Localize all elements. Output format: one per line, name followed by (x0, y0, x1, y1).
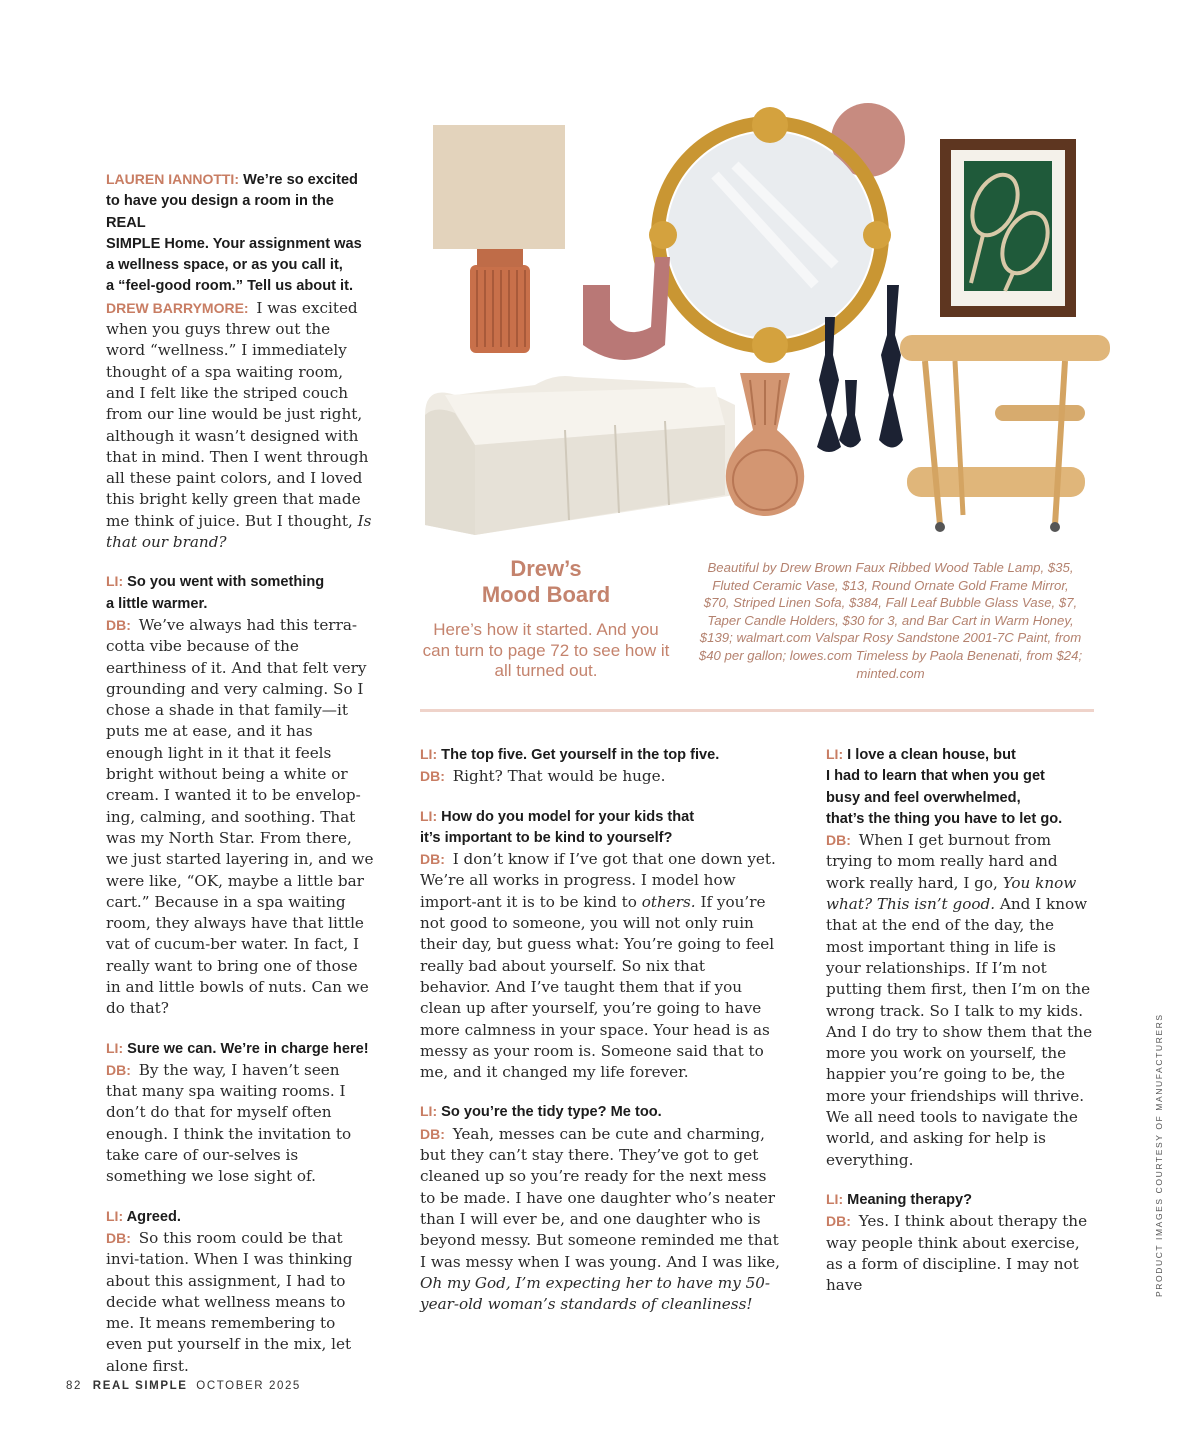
bar-cart (900, 335, 1110, 532)
column-2 (420, 744, 780, 1333)
speaker-label: LI: (826, 746, 844, 762)
question (106, 169, 374, 298)
answer-text: By the way, I haven’t seen that many spa waiting rooms. I don’t do that for myself often enough. I think the invitation to take care of our-selves is something we lose sight of. (106, 1060, 352, 1186)
question-line: that’s the thing you have to let go. (826, 810, 1063, 827)
answer (826, 830, 1094, 1171)
question-text: Meaning therapy? (847, 1191, 973, 1208)
answer (420, 766, 780, 787)
tennis-racket-print (940, 139, 1076, 317)
answer-emphasis: Is that our brand? (106, 511, 372, 552)
question (106, 571, 374, 615)
question (106, 1038, 374, 1060)
divider-rule (420, 709, 1094, 712)
speaker-label: LAUREN IANNOTTI: (106, 171, 239, 187)
speaker-label: LI: (826, 1190, 844, 1207)
question-line: SIMPLE Home. Your assignment was (106, 235, 362, 252)
speaker-label: DB: (106, 1229, 131, 1246)
product-credits: Beautiful by Drew Brown Faux Ribbed Wood Table Lamp, $35, Fluted Ceramic Vase, $13, Round Ornate Gold Frame Mirror, $70, Striped Linen Sofa, $384, Fall Leaf Bubble Glass Vase, $7, Taper Candle Holders, $30 for 3, and Bar Cart in Warm Honey, $139; walmart.com Valspar Rosy Sandstone 2001-7C Paint, from $40 per gallon; lowes.com Timeless by Paola Benenati, from $24; minted.com (698, 560, 1083, 681)
answer-emphasis: You know what? This isn’t good. (826, 873, 1077, 914)
question-line: We’re so excited (243, 172, 358, 188)
answer-text: When I get burnout from trying to mom really hard and work really hard, I go, (826, 831, 1058, 892)
table-lamp (433, 125, 565, 353)
answer-text: We’ve always had this terra-cotta vibe because of the earthiness of it. And that felt very grounding and very calming. So I chose a shade in that family—it puts me at ease, and it has enough light in it that it feels bright without being a white or cream. I wanted it to be envelop-ing, calming, and soothing. That was my North Star. From there, we just started layering in, and we were like, “OK, maybe a little bar cart.” Because in a spa waiting room, they always have that little vat of cucum-ber water. In fact, I really want to bring one of those in and little bowls of nuts. Can we do that? (106, 615, 374, 1018)
speaker-label: DB: (106, 616, 131, 633)
question (420, 1101, 780, 1123)
question (106, 1206, 374, 1228)
fluted-ceramic-vase (583, 257, 670, 360)
answer-text: Yeah, messes can be cute and charming, but they can’t stay there. They’ve got to get cleaned up so you’re ready for the next mess to be made. I have one daughter who’s neater than I will ever be, and one daughter who is beyond messy. But someone reminded me that I was messy when I was young. And I was like, (420, 1124, 780, 1271)
speaker-label: DB: (420, 1125, 445, 1142)
speaker-label: LI: (420, 1103, 438, 1120)
bubble-glass-vase (726, 373, 804, 516)
question-line: I had to learn that when you get (826, 768, 1045, 785)
answer-text: Right? That would be huge. (452, 767, 666, 786)
answer-emphasis: Oh my God, I’m expecting her to have my 50-year-old woman’s standards of cleanliness! (420, 1273, 771, 1314)
question-text: The top five. Get yourself in the top five. (441, 747, 720, 763)
mood-board-subtitle: Here’s how it started. And you can turn to page 72 to see how it all turned out. (422, 620, 670, 680)
question (826, 744, 1094, 830)
answer (106, 298, 374, 554)
question (826, 1189, 1094, 1211)
answer-text: Yes. I think about therapy the way people think about exercise, as a form of discipline. I may not have (826, 1212, 1088, 1295)
issue-date: OCTOBER 2025 (196, 1380, 301, 1392)
speaker-label: DREW BARRYMORE: (106, 299, 249, 316)
question-text: So you’re the tidy type? Me too. (441, 1104, 662, 1121)
magazine-brand: REAL SIMPLE (92, 1380, 188, 1392)
answer (106, 615, 374, 1020)
speaker-label: LI: (106, 1039, 124, 1056)
answer-text: I was excited when you guys threw out the word “wellness.” I immediately thought of a spa waiting room, and I felt like the striped couch from our line would be just right, although it wasn’t designed with that in mind. Then I went through all these paint colors, and I loved this bright kelly green that made me think of juice. But I thought, (106, 298, 369, 530)
title-line: Drew’s (510, 556, 582, 581)
speaker-label: DB: (420, 768, 445, 785)
question-text: Sure we can. We’re in charge here! (127, 1040, 369, 1057)
speaker-label: LI: (106, 573, 124, 590)
speaker-label: DB: (106, 1061, 131, 1078)
speaker-label: LI: (420, 746, 438, 762)
answer (420, 1124, 780, 1316)
striped-linen-sofa (425, 376, 735, 535)
answer (106, 1060, 374, 1188)
question-line: a “feel-good room.” Tell us about it. (106, 278, 354, 295)
question-line: to have you design a room in the REAL (106, 193, 334, 231)
speaker-label: DB: (826, 1213, 851, 1230)
question-text: Agreed. (126, 1208, 181, 1225)
answer-emphasis: others. (641, 892, 696, 911)
question-line: busy and feel overwhelmed, (826, 789, 1021, 806)
question (420, 806, 780, 850)
mood-board-collage (415, 95, 1115, 555)
side-photo-credit: PRODUCT IMAGES COURTESY OF MANUFACTURERS (1154, 1013, 1164, 1297)
page-number: 82 (66, 1380, 82, 1392)
speaker-label: LI: (420, 807, 438, 824)
speaker-label: DB: (420, 851, 445, 868)
answer-text: If you’re not good to someone, you will not only ruin their day, but guess what: You’re going to feel really bad about yourself. So nix that behavior. And I’ve taught them that if you clean up after yourself, you’re going to have more calmness in your space. Your head is as messy as your room is. Someone said that to me, and it changed my life forever. (420, 892, 775, 1082)
question-line: it’s important to be kind to yourself? (420, 829, 673, 846)
answer-text: And I know that at the end of the day, the most important thing in life is your relationships. If I’m not putting them first, then I’m on the wrong track. So I talk to my kids. And I do try to show them that the more you work on yourself, the happier you’re going to be, the more your friendships will thrive. We all need tools to navigate the world, and asking for help is everything. (826, 895, 1093, 1169)
question-line: a little warmer. (106, 595, 208, 612)
question-line: So you went with something (127, 574, 325, 591)
speaker-label: LI: (106, 1207, 124, 1224)
answer (826, 1211, 1094, 1296)
answer (420, 849, 780, 1083)
mood-board-title (420, 556, 672, 608)
speaker-label: DB: (826, 832, 851, 849)
question-line: I love a clean house, but (847, 747, 1016, 763)
question-line: a wellness space, or as you call it, (106, 257, 343, 274)
page-footer (66, 1380, 301, 1392)
column-3 (826, 744, 1094, 1314)
title-line: Mood Board (481, 582, 611, 607)
answer-text: So this room could be that invi-tation. When I was thinking about this assignment, I had to decide what wellness means to me. It means remembering to even put yourself in the mix, let alone first. (106, 1228, 353, 1375)
answer (106, 1228, 374, 1377)
question (420, 744, 780, 766)
column-1 (106, 169, 374, 1395)
question-line: How do you model for your kids that (441, 808, 695, 825)
answer-text: I don’t know if I’ve got that one down yet. We’re all works in progress. I model how import-ant it is to be kind to (420, 850, 776, 911)
